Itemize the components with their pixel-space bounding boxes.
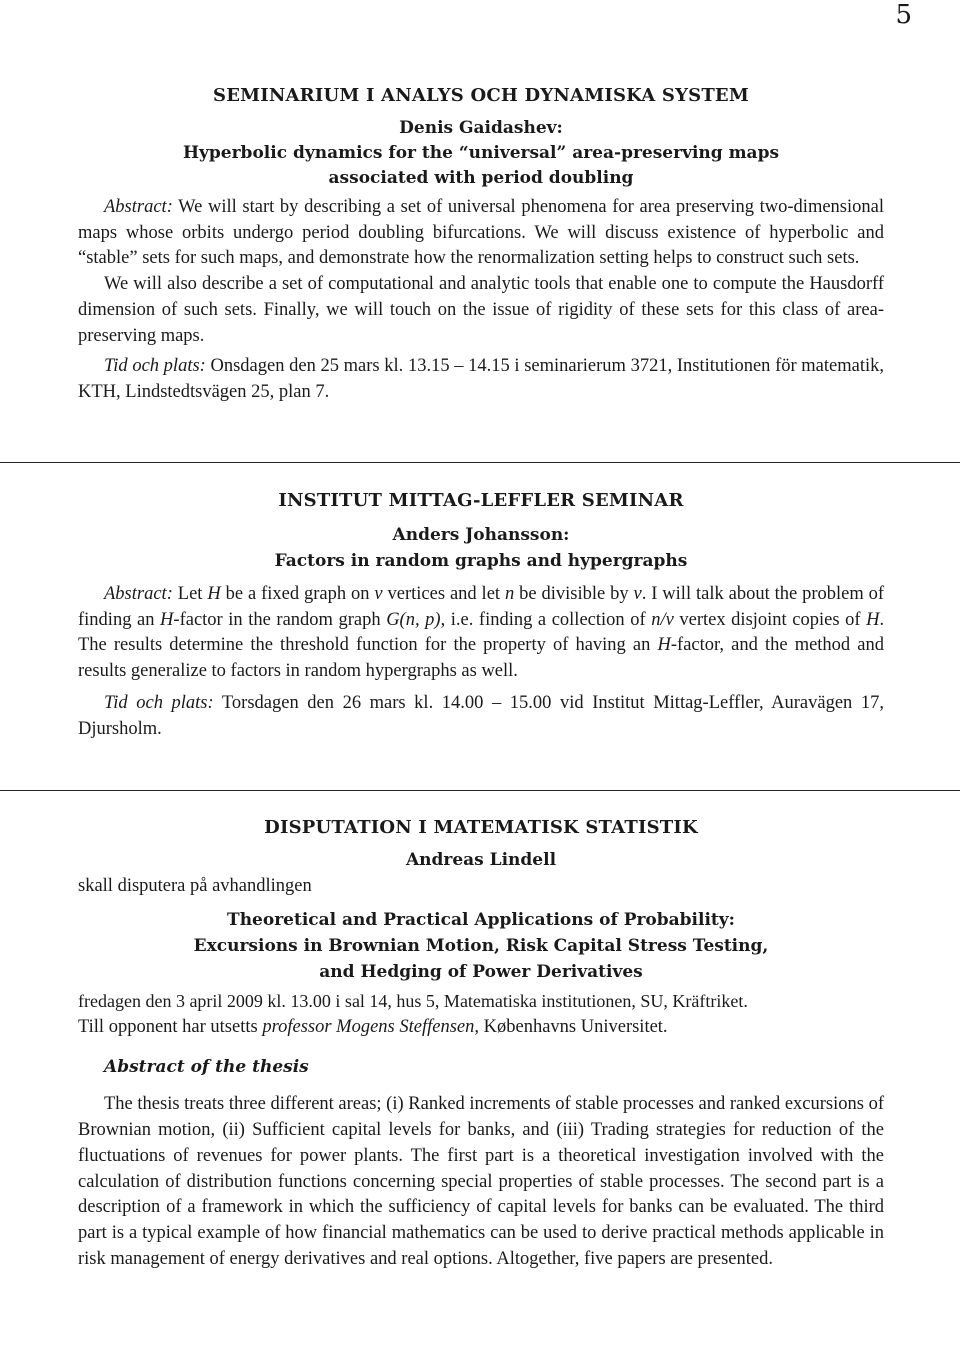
- opponent-line: [78, 1015, 884, 1041]
- time-place-text: Onsdagen den 25 mars kl. 13.15 – 14.15 i seminarierum 3721, Institutionen för matematik, KTH, Lindstedtsvägen 25, plan 7.: [78, 356, 885, 402]
- abstract-text: We will start by describing a set of universal phenomena for area preserving two-dimensional maps whose orbits undergo period doubling bifurcations. We will discuss existence of hyperbolic and “stable” sets for such maps, and demonstrate how the renormalization setting helps to construct such sets.: [78, 197, 884, 269]
- abstract-text: be a fixed graph on: [225, 584, 370, 604]
- time-place-text: Torsdagen den 26 mars kl. 14.00 – 15.00 vid Institut Mittag-Leffler, Auravägen 17, Djursholm.: [78, 692, 885, 739]
- speaker-name: Denis Gaidashev:: [399, 118, 563, 138]
- abstract-label: Abstract:: [104, 197, 173, 217]
- math-symbol: H: [207, 584, 221, 604]
- thesis-abstract: The thesis treats three different areas; (i) Ranked increments of stable processes and ranked excursions of Brownian motion, (ii) Sufficient capital levels for banks, and (iii) Trading strategies for reduction of the fluctuations of revenues for power plants. The first part is a theoretical investigation involved with the calculation of distribution functions concerning special properties of stable processes. The second part is a description of a framework in which the sufficiency of capital levels for banks can be evaluated. The third part is a typical example of how financial mathematics can be used to derive practical methods applicable in risk management of energy derivatives and real options. Altogether, five papers are presented.: [78, 1094, 884, 1269]
- opponent-affiliation: Københavns Universitet.: [483, 1016, 668, 1037]
- talk-title: Factors in random graphs and hypergraphs: [274, 551, 688, 571]
- math-symbol: H: [160, 609, 174, 630]
- talk-title-line1: Hyperbolic dynamics for the “universal” area-preserving maps: [182, 143, 780, 163]
- math-symbol: H: [866, 609, 880, 630]
- abstract-text: be divisible by: [519, 584, 629, 604]
- thesis-title-line1: Theoretical and Practical Applications of Probability:: [227, 910, 735, 930]
- math-expression: G(n, p): [386, 609, 441, 630]
- talk-title-line2: associated with period doubling: [328, 168, 634, 188]
- opponent-prefix: Till opponent har utsetts: [78, 1016, 258, 1037]
- section-heading: SEMINARIUM I ANALYS OCH DYNAMISKA SYSTEM: [213, 85, 749, 106]
- speaker-name: Anders Johansson:: [392, 525, 570, 545]
- abstract-paragraph-2: We will also describe a set of computational and analytic tools that enable one to compute the Hausdorff dimension of such sets. Finally, we will touch on the issue of rigidity of these sets for this class of area-preserving maps.: [78, 274, 884, 346]
- abstract-paragraph-1: [78, 195, 884, 272]
- time-place-label: Tid och plats:: [104, 692, 214, 713]
- mittag-leffler-section: [78, 488, 884, 742]
- abstract-text: . The results determine the threshold function for the property of having an: [78, 609, 885, 656]
- seminar-analysis-section: [78, 84, 884, 406]
- time-place-label: Tid och plats:: [104, 356, 206, 377]
- thesis-title-line2: Excursions in Brownian Motion, Risk Capital Stress Testing,: [193, 936, 769, 956]
- section-heading: DISPUTATION I MATEMATISK STATISTIK: [264, 817, 698, 838]
- math-symbol: n: [504, 584, 515, 604]
- math-symbol: ν: [374, 584, 383, 604]
- section-divider: [0, 790, 960, 791]
- section-heading: INSTITUT MITTAG-LEFFLER SEMINAR: [278, 490, 684, 511]
- time-place: [78, 691, 884, 742]
- disputation-intro: skall disputera på avhandlingen: [78, 876, 312, 896]
- abstract-text: -factor in the random graph: [173, 609, 381, 630]
- disputation-time-place: fredagen den 3 april 2009 kl. 13.00 i sal 14, hus 5, Matematiska institutionen, SU, Kräftriket.: [78, 991, 748, 1011]
- opponent-name: professor Mogens Steffensen,: [262, 1016, 479, 1037]
- abstract-label: Abstract:: [104, 584, 173, 604]
- math-symbol: ν: [633, 584, 642, 604]
- page-number: 5: [895, 0, 912, 30]
- disputation-section: [78, 815, 884, 1272]
- abstract-text: . I will talk about the problem of finding an: [78, 584, 885, 630]
- candidate-name: Andreas Lindell: [405, 850, 557, 870]
- abstract-paragraph: [78, 582, 884, 685]
- abstract-text: Let: [177, 584, 203, 604]
- abstract-text: -factor, and the method and results generalize to factors in random hypergraphs as well.: [78, 635, 884, 682]
- abstract-heading: Abstract of the thesis: [104, 1057, 309, 1078]
- thesis-title-line3: and Hedging of Power Derivatives: [319, 962, 643, 982]
- math-expression: n/ν: [651, 609, 674, 630]
- math-symbol: H: [657, 635, 671, 656]
- abstract-text: , i.e. finding a collection of: [440, 609, 646, 630]
- abstract-text: vertex disjoint copies of: [679, 609, 861, 630]
- abstract-text: vertices and let: [387, 584, 501, 604]
- section-divider: [0, 462, 960, 463]
- time-place: [78, 354, 884, 405]
